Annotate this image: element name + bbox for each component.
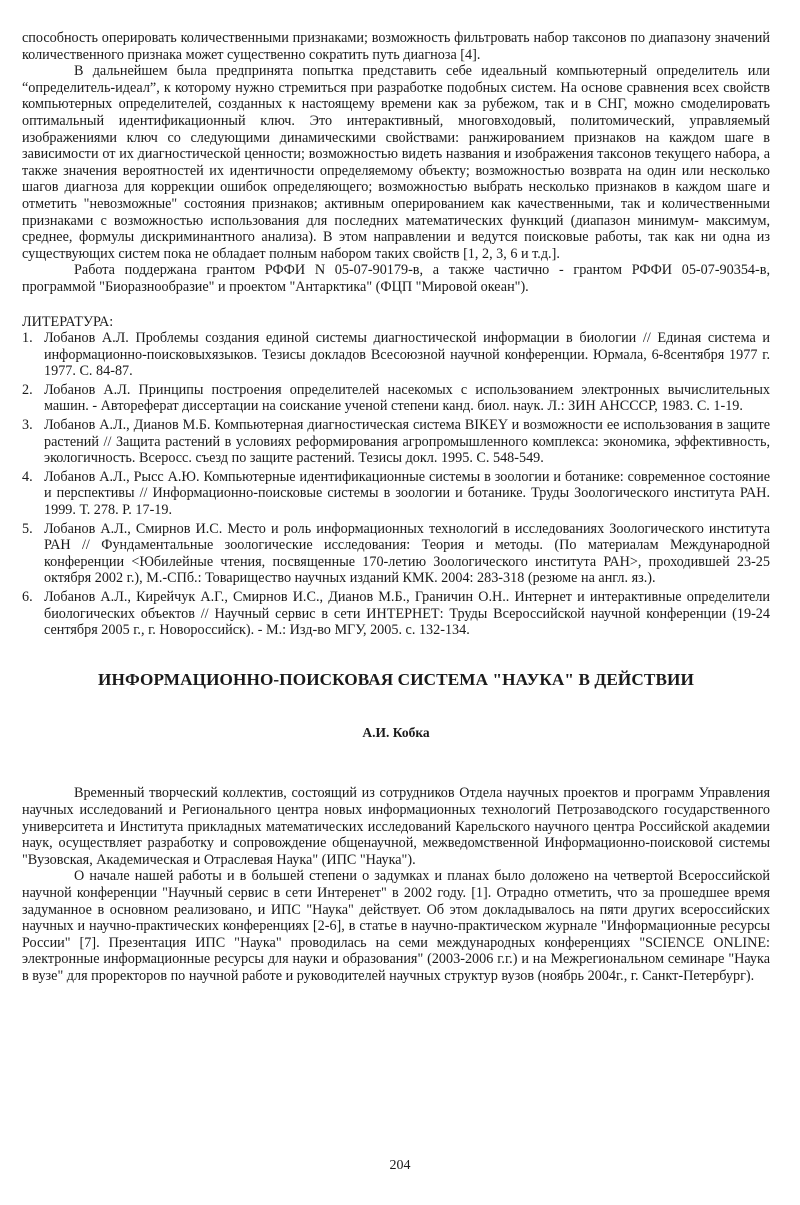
reference-number: 6. (22, 589, 33, 605)
reference-item (22, 469, 770, 519)
intro-paragraph-acknowledgement: Работа поддержана грантом РФФИ N 05-07-90179-в, а также частично - грантом РФФИ 05-07-90354-в, программой "Биоразнообразие" и проектом "Антарктика" (ФЦП "Мировой океан"). (22, 262, 770, 295)
reference-text: Лобанов А.Л., Смирнов И.С. Место и роль информационных технологий в исследованиях Зоологического института РАН // Фундаментальные зоологические исследования: Теория и методы. (По материалам Международной конференции <Юбилейные чтения, посвященные 170-летию Зоологического института РАН>, проходившей 23-25 октября 2002 г.), М.-СПб.: Товарищество научных изданий КМК. 2004: 283-318 (резюме на англ. яз.). (44, 520, 770, 587)
reference-text: Лобанов А.Л., Кирейчук А.Г., Смирнов И.С., Дианов М.Б., Граничин О.Н.. Интернет и интерактивные определители биологических объектов // Научный сервис в сети ИНТЕРНЕТ: Труды Всероссийской научной конференции (19-24 сентября 2005 г., г. Новороссийск). - М.: Изд-во МГУ, 2005. с. 132-134. (44, 589, 770, 639)
article-paragraph: О начале нашей работы и в большей степени о задумках и планах было доложено на четвертой Всероссийской научной конференции "Научный сервис в сети Интеренет" в 2002 году. [1]. Отрадно отметить, что за прошедшее время задуманное в основном реализовано, и ИПС "Наука" действует. Об этом докладывалось на пяти других всероссийских научных и научно-практических конференциях [2-6], в статье в научно-практическом журнале "Информационные ресурсы России" [7]. Презентация ИПС "Наука" проводилась на семи международных конференциях "SCIENCE ONLINE: электронные информационные ресурсы для науки и образования" (2003-2006 г.г.) и на Межрегиональном семинаре "Наука в вузе" для проректоров по научной работе и руководителей научных структур вузов (ноябрь 2004г., г. Санкт-Петербург). (22, 868, 770, 984)
reference-number: 4. (22, 468, 33, 485)
intro-paragraph-continuation: способность оперировать количественными признаками; возможность фильтровать набор таксонов по диапазону значений количественного признака может существенно сократить путь диагноза [4]. (22, 30, 770, 63)
article-body (22, 785, 770, 984)
reference-number: 5. (22, 520, 33, 537)
reference-text: Лобанов А.Л. Принципы построения определителей насекомых с использованием электронных вычислительных машин. - Автореферат диссертации на соискание ученой степени канд. биол. наук. Л.: ЗИН АНСССР, 1983. С. 1-19. (44, 381, 770, 415)
reference-item (22, 330, 770, 380)
document-page (22, 30, 770, 985)
intro-paragraph-ideal-key: В дальнейшем была предпринята попытка представить себе идеальный компьютерный определитель или “определитель-идеал”, к которому нужно стремиться при разработке подобных систем. На основе сравнения всех свойств компьютерных определителей, созданных к настоящему времени как за рубежом, так и в СНГ, можно смоделировать оптимальный идентификационный ключ. Это интерактивный, многовходовый, политомический, управляемый изображениями ключ со следующими динамическими свойствами: ранжированием признаков на каждом шаге в зависимости от их диагностической ценности; возможностью видеть названия и изображения таксонов текущего набора, а также значения вероятностей их идентичности определяемому объекту; возможностью возврата на один или несколько шагов диагноза для коррекции ошибок определяющего; возможностью выбрать несколько признаков в каждом шаге и отметить "невозможные" состояния признаков; активным оперированием как качественными, так и количественными признаками с возможностью использования для последних математических функций (диапазон минимум- максимум, среднее, формулы дискриминантного анализа). В этом направлении и ведутся поисковые работы, так как ни одна из существующих систем пока не обладает полным набором таких свойств [1, 2, 3, 6 и т.д.]. (22, 63, 770, 262)
reference-number: 1. (22, 330, 33, 347)
reference-text: Лобанов А.Л., Рысс А.Ю. Компьютерные идентификационные системы в зоологии и ботанике: современное состояние и перспективы // Информационно-поисковые системы в зоологии и ботанике. Труды Зоологического института РАН. 1999. Т. 278. Р. 17-19. (44, 468, 770, 519)
page-number: 204 (389, 1158, 411, 1173)
reference-number: 3. (22, 417, 33, 434)
reference-item (22, 589, 770, 639)
reference-text: Лобанов А.Л. Проблемы создания единой системы диагностической информации в биологии // Единая система и информационно-поисковыхязыков. Тезисы докладов Всесоюзной научной конференции. Юрмала, 6-8сентября 1977 г. 1977. С. 84-87. (44, 330, 770, 380)
article-title: ИНФОРМАЦИОННО-ПОИСКОВАЯ СИСТЕМА "НАУКА" В ДЕЙСТВИИ (98, 669, 694, 689)
references-heading: ЛИТЕРАТУРА: (22, 313, 114, 330)
reference-item (22, 417, 770, 467)
article-paragraph: Временный творческий коллектив, состоящий из сотрудников Отдела научных проектов и программ Управления научных исследований и Регионального центра новых информационных технологий Петрозаводского государственного университета и Института прикладных математических исследований Карельского научного центра Российской академии наук, осуществляет разработку и сопровождение общенаучной, межведомственной Информационно-поисковой системы "Вузовская, Академическая и Отраслевая Наука" (ИПС "Наука"). (22, 785, 770, 868)
references-list (22, 330, 770, 639)
article-author: А.И. Кобка (362, 724, 430, 740)
reference-item (22, 382, 770, 415)
reference-number: 2. (22, 381, 33, 398)
reference-item (22, 521, 770, 587)
reference-text: Лобанов А.Л., Дианов М.Б. Компьютерная диагностическая система BIKEY и возможности ее использования в защите растений // Защита растений в условиях реформирования агропромышленного комплекса: экономика, эффективность, экологичность. Всеросс. съезд по защите растений. Тезисы докл. 1995. С. 548-549. (44, 417, 770, 467)
